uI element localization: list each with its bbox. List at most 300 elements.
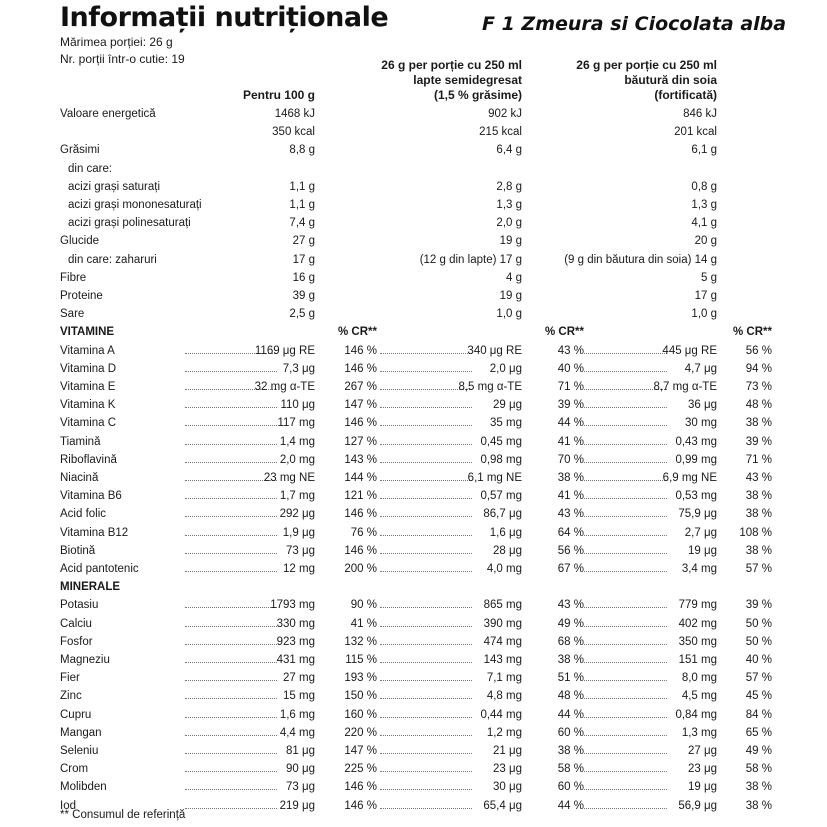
cr-milk: 67 % [557, 563, 584, 575]
cr-milk: 43 % [557, 344, 584, 357]
value-per-100g: 350 kcal [272, 126, 315, 139]
value-soy: 350 mg [678, 635, 717, 648]
column-header-line: băutură din soia [624, 73, 717, 87]
dot-leader [185, 735, 277, 736]
dot-leader [580, 480, 667, 481]
value-milk: 35 mg [490, 417, 522, 430]
cr-per-100g: 147 % [344, 399, 377, 412]
table-row [0, 779, 827, 797]
dot-leader [580, 680, 667, 681]
row-label: Acid folic [60, 508, 107, 521]
table-row [0, 597, 827, 615]
column-header-line: 26 g per porție cu 250 ml [576, 58, 717, 72]
table-row [0, 106, 827, 124]
cr-milk: 40 % [557, 362, 584, 375]
cr-soy: 48 % [745, 399, 772, 412]
dot-leader [580, 353, 667, 354]
value-per-100g: 1,9 μg [282, 526, 315, 539]
cr-milk: 64 % [557, 526, 584, 539]
dot-leader [380, 662, 472, 663]
row-label: Fibre [60, 271, 87, 284]
value-soy: (9 g din băutura din soia) 14 g [564, 253, 717, 266]
value-milk: 0,57 mg [480, 490, 522, 503]
value-per-100g: 1,1 g [289, 199, 315, 211]
value-soy: 779 mg [678, 599, 717, 612]
page-title: Informații nutriționale [60, 2, 389, 33]
dot-leader [380, 462, 472, 463]
row-label: Vitamina C [60, 417, 117, 430]
dot-leader [380, 407, 472, 408]
value-soy: 151 mg [678, 654, 717, 666]
cr-per-100g: 146 % [344, 508, 377, 521]
value-per-100g: 330 mg [276, 617, 315, 630]
cr-milk: 43 % [557, 599, 584, 612]
value-soy: 36 μg [687, 399, 717, 412]
value-milk: 474 mg [483, 635, 522, 648]
value-per-100g: 7,4 g [289, 217, 315, 230]
dot-leader [380, 571, 472, 572]
cr-soy: 58 % [745, 763, 772, 776]
value-soy: 19 μg [687, 544, 717, 557]
cr-per-100g: 146 % [344, 417, 377, 430]
row-label: Fier [60, 672, 80, 685]
value-soy: 8,7 mg α-TE [653, 381, 717, 393]
dot-leader [380, 626, 472, 627]
value-milk: 4 g [506, 271, 522, 284]
value-soy: 402 mg [678, 617, 717, 630]
value-milk: 19 g [499, 235, 522, 248]
cr-milk: 44 % [557, 417, 584, 430]
value-milk: 23 μg [492, 763, 522, 776]
value-per-100g: 923 mg [276, 635, 315, 648]
value-per-100g: 4,4 mg [279, 726, 315, 739]
dot-leader [580, 462, 667, 463]
section-header [0, 324, 827, 342]
dot-leader [580, 571, 667, 572]
value-per-100g: 23 mg NE [263, 472, 315, 484]
value-soy: 1,0 g [691, 308, 717, 321]
value-milk: 1,3 g [496, 199, 522, 211]
value-milk: 6,1 mg NE [467, 472, 522, 484]
cr-soy: 65 % [745, 726, 772, 739]
cr-header: % CR** [733, 326, 772, 339]
value-milk: 21 μg [492, 745, 522, 757]
cr-per-100g: 267 % [344, 381, 377, 393]
dot-leader [185, 516, 277, 517]
value-soy: 4,1 g [691, 217, 717, 230]
value-milk: 1,2 mg [486, 726, 522, 739]
value-per-100g: 32 mg α-TE [254, 381, 315, 393]
dot-leader [185, 535, 277, 536]
value-soy: 20 g [694, 235, 717, 248]
value-per-100g: 1468 kJ [274, 108, 315, 120]
dot-leader [580, 717, 667, 718]
cr-per-100g: 220 % [344, 726, 377, 739]
value-per-100g: 292 μg [279, 508, 315, 521]
cr-per-100g: 146 % [344, 362, 377, 375]
cr-per-100g: 150 % [344, 690, 377, 703]
table-row [0, 634, 827, 652]
dot-leader [580, 425, 667, 426]
value-soy: 30 mg [685, 417, 717, 430]
cr-soy: 38 % [745, 417, 772, 430]
value-soy: 8,0 mg [681, 672, 717, 685]
dot-leader [185, 771, 277, 772]
dot-leader [580, 553, 667, 554]
value-milk: 86,7 μg [483, 508, 522, 521]
value-milk: 4,0 mg [486, 563, 522, 575]
cr-milk: 58 % [557, 763, 584, 776]
cr-per-100g: 121 % [344, 490, 377, 503]
cr-milk: 60 % [557, 781, 584, 794]
cr-soy: 38 % [745, 799, 772, 812]
section-header [0, 579, 827, 597]
value-per-100g: 431 mg [276, 654, 315, 666]
column-header-per-100g [243, 88, 315, 103]
table-row [0, 543, 827, 561]
dot-leader [580, 626, 667, 627]
value-milk: 65,4 μg [483, 799, 522, 812]
value-soy: 5 g [701, 271, 717, 284]
dot-leader [380, 644, 472, 645]
product-name: F 1 Zmeura si Ciocolata alba [482, 13, 787, 35]
row-label: Iod [60, 799, 76, 812]
column-header-line: (fortificată) [654, 88, 717, 102]
table-row [0, 379, 827, 397]
value-soy: 56,9 μg [678, 799, 717, 812]
value-milk: 390 mg [483, 617, 522, 630]
row-label: Grăsimi [60, 144, 100, 157]
table-row [0, 670, 827, 688]
value-per-100g: 1,7 mg [279, 490, 315, 503]
value-milk: 215 kcal [479, 126, 522, 139]
row-label: din care: [68, 162, 113, 175]
row-label: Niacină [60, 472, 99, 484]
dot-leader [380, 753, 472, 754]
dot-leader [185, 644, 277, 645]
value-per-100g: 8,8 g [289, 144, 315, 157]
value-milk: 865 mg [483, 599, 522, 612]
dot-leader [185, 717, 277, 718]
table-row [0, 470, 827, 488]
row-label: acizi grași mononesaturați [68, 199, 202, 211]
table-row [0, 616, 827, 634]
table-row [0, 506, 827, 524]
cr-header: % CR** [545, 326, 584, 339]
cr-soy: 56 % [745, 344, 772, 357]
cr-soy: 38 % [745, 508, 772, 521]
serving-size: Mărimea porției: 26 g [60, 35, 173, 49]
dot-leader [580, 444, 667, 445]
cr-per-100g: 146 % [344, 344, 377, 357]
table-row [0, 652, 827, 670]
row-label: Sare [60, 308, 85, 321]
value-per-100g: 15 mg [283, 690, 315, 703]
value-soy: 6,9 mg NE [662, 472, 717, 484]
dot-leader [380, 771, 472, 772]
cr-soy: 38 % [745, 490, 772, 503]
row-label: Magneziu [60, 654, 110, 666]
dot-leader [580, 808, 667, 809]
dot-leader [380, 735, 472, 736]
value-per-100g: 27 g [292, 235, 315, 248]
value-soy: 4,7 μg [684, 362, 717, 375]
row-label: Molibden [60, 781, 107, 794]
dot-leader [185, 662, 277, 663]
dot-leader [380, 789, 472, 790]
value-soy: 0,43 mg [675, 435, 717, 448]
column-header-line: 26 g per porție cu 250 ml [381, 58, 522, 72]
row-label: Calciu [60, 617, 92, 630]
table-row [0, 761, 827, 779]
cr-milk: 49 % [557, 617, 584, 630]
table-row [0, 452, 827, 470]
table-row [0, 415, 827, 433]
column-header-line: Pentru 100 g [242, 88, 315, 102]
table-row [0, 233, 827, 251]
value-milk: 19 g [499, 290, 522, 302]
cr-per-100g: 225 % [344, 763, 377, 776]
row-label: acizi grași saturați [68, 180, 161, 193]
value-milk: 2,0 μg [489, 362, 522, 375]
table-row [0, 252, 827, 270]
dot-leader [580, 371, 667, 372]
cr-soy: 73 % [745, 381, 772, 393]
dot-leader [380, 516, 472, 517]
cr-per-100g: 146 % [344, 781, 377, 794]
value-per-100g: 2,5 g [289, 308, 315, 321]
value-per-100g: 7,3 μg [282, 362, 315, 375]
value-milk: 7,1 mg [486, 672, 522, 685]
value-soy: 445 μg RE [662, 344, 717, 357]
table-row [0, 434, 827, 452]
row-label: Mangan [60, 726, 102, 739]
table-row [0, 525, 827, 543]
value-per-100g: 219 μg [279, 799, 315, 812]
row-label: Vitamina B6 [60, 490, 122, 503]
value-soy: 0,53 mg [675, 490, 717, 503]
table-row [0, 270, 827, 288]
value-soy: 846 kJ [683, 108, 717, 120]
cr-soy: 39 % [745, 599, 772, 612]
table-row [0, 288, 827, 306]
cr-soy: 45 % [745, 690, 772, 703]
table-row [0, 725, 827, 743]
cr-milk: 48 % [557, 690, 584, 703]
cr-soy: 71 % [745, 453, 772, 466]
value-per-100g: 73 μg [285, 781, 315, 794]
value-per-100g: 1793 mg [270, 599, 315, 612]
value-milk: 340 μg RE [467, 344, 522, 357]
dot-leader [580, 789, 667, 790]
dot-leader [185, 371, 277, 372]
row-label: Vitamina A [60, 344, 115, 357]
cr-per-100g: 41 % [350, 617, 377, 630]
cr-milk: 41 % [557, 490, 584, 503]
dot-leader [185, 753, 277, 754]
dot-leader [380, 553, 472, 554]
dot-leader [380, 353, 472, 354]
value-soy: 23 μg [687, 763, 717, 776]
dot-leader [580, 516, 667, 517]
row-label: Glucide [60, 235, 99, 248]
row-label: Seleniu [60, 745, 99, 757]
value-milk: 28 μg [492, 544, 522, 557]
value-milk: 143 mg [483, 654, 522, 666]
value-soy: 2,7 μg [684, 526, 717, 539]
cr-soy: 40 % [745, 654, 772, 666]
dot-leader [185, 789, 277, 790]
value-soy: 0,99 mg [675, 453, 717, 466]
table-row [0, 743, 827, 761]
value-milk: 0,98 mg [480, 453, 522, 466]
table-row [0, 397, 827, 415]
row-label: Vitamina D [60, 362, 117, 375]
dot-leader [185, 626, 277, 627]
value-soy: 6,1 g [691, 144, 717, 157]
value-per-100g: 73 μg [285, 544, 315, 557]
dot-leader [185, 444, 277, 445]
dot-leader [380, 498, 472, 499]
table-row [0, 197, 827, 215]
dot-leader [380, 698, 472, 699]
cr-per-100g: 146 % [344, 544, 377, 557]
value-per-100g: 16 g [292, 271, 315, 284]
row-label: Fosfor [60, 635, 93, 648]
dot-leader [185, 462, 277, 463]
row-label: Biotină [60, 544, 96, 557]
dot-leader [185, 553, 277, 554]
cr-milk: 51 % [557, 672, 584, 685]
dot-leader [580, 753, 667, 754]
cr-per-100g: 90 % [350, 599, 377, 612]
value-soy: 27 μg [687, 745, 717, 757]
dot-leader [580, 407, 667, 408]
cr-per-100g: 200 % [344, 563, 377, 575]
dot-leader [580, 662, 667, 663]
dot-leader [580, 698, 667, 699]
cr-soy: 50 % [745, 617, 772, 630]
value-milk: 1,6 μg [489, 526, 522, 539]
value-per-100g: 1,1 g [289, 180, 315, 193]
cr-soy: 57 % [745, 563, 772, 575]
value-per-100g: 110 μg [280, 399, 315, 412]
dot-leader [380, 808, 472, 809]
dot-leader [580, 771, 667, 772]
column-header-line: (1,5 % grăsime) [433, 88, 522, 102]
dot-leader [380, 444, 472, 445]
dot-leader [380, 371, 472, 372]
row-label: Vitamina K [60, 399, 116, 412]
row-label: Zinc [60, 690, 82, 703]
cr-soy: 39 % [745, 435, 772, 448]
cr-milk: 38 % [557, 654, 584, 666]
cr-per-100g: 127 % [344, 435, 377, 448]
table-row [0, 561, 827, 579]
cr-soy: 84 % [745, 708, 772, 721]
cr-per-100g: 146 % [344, 799, 377, 812]
table-row [0, 707, 827, 725]
row-label: Cupru [60, 708, 92, 721]
dot-leader [380, 535, 472, 536]
value-per-100g: 1,4 mg [279, 435, 315, 448]
value-per-100g: 2,0 mg [279, 453, 315, 466]
cr-per-100g: 147 % [344, 745, 377, 757]
row-label: din care: zaharuri [68, 253, 157, 266]
value-per-100g: 27 mg [283, 672, 315, 685]
cr-per-100g: 193 % [344, 672, 377, 685]
dot-leader [185, 425, 277, 426]
value-per-100g: 1169 μg RE [254, 344, 315, 357]
table-row [0, 179, 827, 197]
row-label: VITAMINE [60, 326, 115, 339]
value-soy: 0,84 mg [675, 708, 717, 721]
row-label: acizi grași polinesaturați [68, 217, 191, 230]
table-row [0, 142, 827, 160]
value-milk: 0,45 mg [480, 435, 522, 448]
row-label: Potasiu [60, 599, 99, 612]
cr-soy: 49 % [745, 745, 772, 757]
value-soy: 0,8 g [691, 180, 717, 193]
value-soy: 1,3 g [691, 199, 717, 211]
row-label: MINERALE [60, 581, 121, 594]
value-milk: 2,8 g [496, 180, 522, 193]
value-soy: 3,4 mg [681, 563, 717, 575]
dot-leader [185, 498, 277, 499]
value-per-100g: 39 g [292, 290, 315, 302]
row-label: Riboflavină [60, 453, 117, 466]
dot-leader [580, 644, 667, 645]
dot-leader [185, 571, 277, 572]
value-per-100g: 117 mg [277, 417, 315, 430]
cr-milk: 38 % [557, 745, 584, 757]
dot-leader [580, 498, 667, 499]
cr-per-100g: 76 % [350, 526, 377, 539]
cr-per-100g: 144 % [344, 472, 377, 484]
table-row [0, 688, 827, 706]
cr-milk: 43 % [557, 508, 584, 521]
value-soy: 201 kcal [674, 126, 717, 139]
cr-per-100g: 132 % [344, 635, 377, 648]
cr-milk: 60 % [557, 726, 584, 739]
value-milk: 2,0 g [496, 217, 522, 230]
value-soy: 19 μg [687, 781, 717, 794]
dot-leader [380, 425, 472, 426]
table-row [0, 488, 827, 506]
cr-soy: 43 % [745, 472, 772, 484]
cr-per-100g: 143 % [344, 453, 377, 466]
value-milk: (12 g din lapte) 17 g [419, 253, 522, 266]
value-milk: 1,0 g [496, 308, 522, 321]
table-row [0, 343, 827, 361]
table-row [0, 215, 827, 233]
cr-per-100g: 160 % [344, 708, 377, 721]
table-row [0, 161, 827, 179]
dot-leader [580, 535, 667, 536]
dot-leader [380, 607, 472, 608]
cr-milk: 70 % [557, 453, 584, 466]
table-row [0, 306, 827, 324]
cr-soy: 38 % [745, 544, 772, 557]
cr-header: % CR** [338, 326, 377, 339]
cr-milk: 38 % [557, 472, 584, 484]
value-milk: 902 kJ [488, 108, 522, 120]
value-milk: 30 μg [492, 781, 522, 794]
cr-milk: 44 % [557, 799, 584, 812]
dot-leader [185, 680, 277, 681]
servings-per-box: Nr. porții într-o cutie: 19 [60, 52, 185, 66]
value-per-100g: 12 mg [283, 563, 315, 575]
